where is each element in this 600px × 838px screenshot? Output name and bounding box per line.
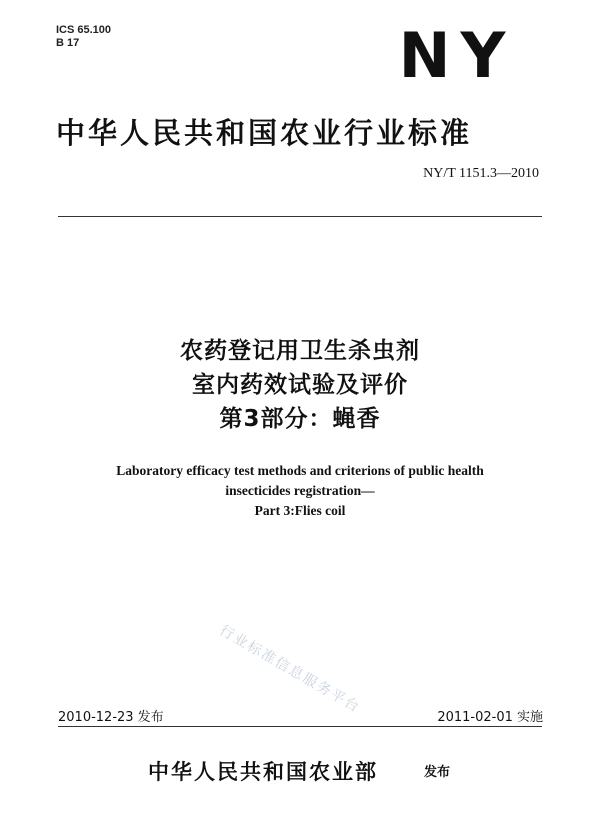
issuing-authority-suffix: 发布: [424, 765, 451, 780]
top-divider: [58, 216, 542, 217]
standard-category-title: 中华人民共和国农业行业标准: [56, 116, 473, 150]
watermark-text: 行业标准信息服务平台: [216, 622, 364, 717]
english-title-line-3: Part 3:Flies coil: [254, 503, 346, 518]
ny-logo: NY: [398, 19, 516, 92]
chinese-title-line-2: 室内药效试验及评价: [192, 372, 408, 398]
english-title-line-2: insecticides registration—: [225, 483, 375, 498]
chinese-title-line-3: 第3部分：蝇香: [219, 406, 381, 432]
classification-code: B 17: [56, 37, 80, 49]
issuing-authority: 中华人民共和国农业部: [148, 760, 378, 784]
ics-code: ICS 65.100: [56, 24, 112, 36]
implementation-date: 2011-02-01 实施: [437, 710, 543, 725]
standard-number: NY/T 1151.3—2010: [423, 166, 539, 181]
issue-date: 2010-12-23 发布: [58, 710, 164, 725]
chinese-title-line-1: 农药登记用卫生杀虫剂: [180, 338, 420, 364]
english-title-line-1: Laboratory efficacy test methods and criterions of public health: [116, 463, 484, 478]
bottom-divider: [58, 726, 542, 727]
